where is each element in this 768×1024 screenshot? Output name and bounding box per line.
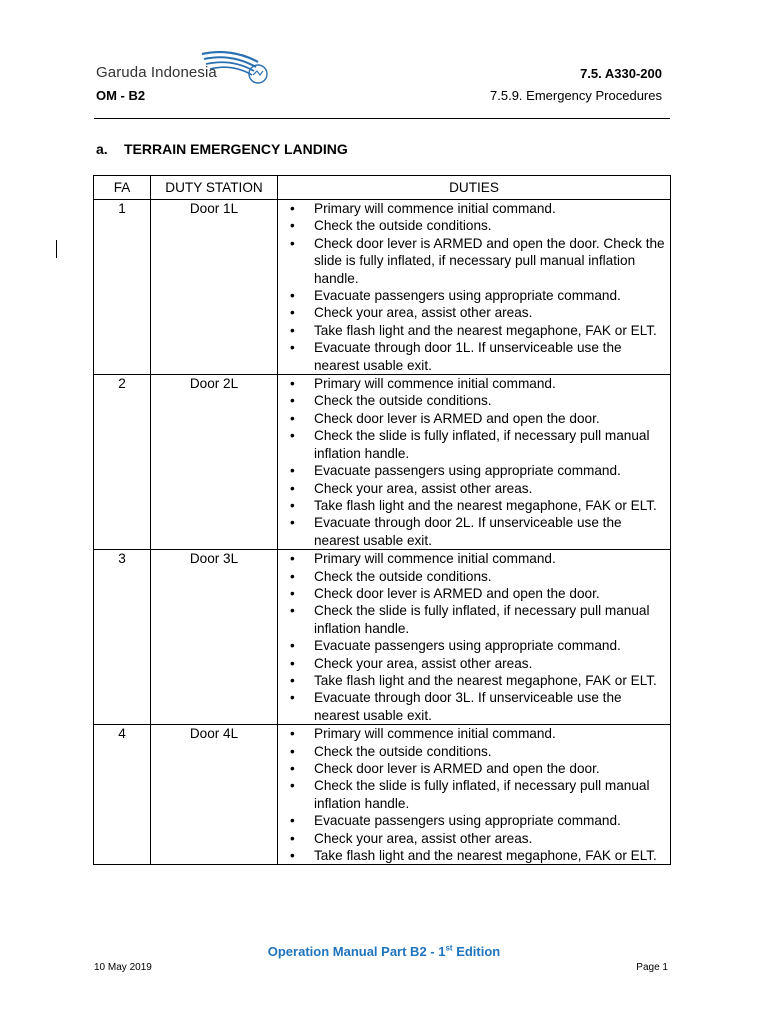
duty-item: • Evacuate passengers using appropriate command. (278, 462, 670, 479)
footer-date: 10 May 2019 (94, 962, 152, 973)
duty-item: • Evacuate passengers using appropriate command. (278, 637, 670, 654)
duty-item: • Check the outside conditions. (278, 217, 670, 234)
subchapter-title: 7.5.9. Emergency Procedures (490, 88, 662, 103)
table-row (94, 200, 671, 375)
duties-list (278, 200, 670, 374)
footer-edition-word: Edition (452, 944, 501, 959)
brand-name: Garuda Indonesia (96, 64, 217, 81)
header-rule (94, 118, 670, 119)
table-header-row (94, 176, 671, 200)
duty-item: • Take flash light and the nearest megaphone, FAK or ELT. (278, 672, 670, 689)
duty-item: • Check your area, assist other areas. (278, 655, 670, 672)
header-fa: FA (94, 176, 151, 200)
header-duty-station: DUTY STATION (151, 176, 278, 200)
duty-item: • Check the slide is fully inflated, if necessary pull manual inflation handle. (278, 777, 670, 812)
duty-item: • Take flash light and the nearest megaphone, FAK or ELT. (278, 497, 670, 514)
duty-item: • Evacuate passengers using appropriate command. (278, 287, 670, 304)
duty-station-cell: Door 2L (151, 375, 278, 550)
duty-item: • Check the outside conditions. (278, 743, 670, 760)
doc-code: OM - B2 (96, 88, 146, 103)
duty-item: • Check your area, assist other areas. (278, 830, 670, 847)
duty-item: • Evacuate passengers using appropriate command. (278, 812, 670, 829)
fa-number-cell: 1 (94, 200, 151, 375)
brand-logo (96, 48, 272, 88)
duty-item: • Check the slide is fully inflated, if necessary pull manual inflation handle. (278, 602, 670, 637)
duties-cell (278, 375, 671, 550)
duties-list (278, 725, 670, 864)
duty-item: • Check your area, assist other areas. (278, 304, 670, 321)
fa-number-cell: 2 (94, 375, 151, 550)
section-label: a. (96, 141, 108, 157)
duty-item: • Take flash light and the nearest megaphone, FAK or ELT. (278, 322, 670, 339)
duty-item: • Primary will commence initial command. (278, 375, 670, 392)
duties-table (93, 175, 671, 865)
duty-item: • Check door lever is ARMED and open the door. (278, 410, 670, 427)
duty-item: • Check door lever is ARMED and open the door. (278, 585, 670, 602)
footer-edition-sup: st (445, 943, 453, 953)
fa-number-cell: 3 (94, 550, 151, 725)
duty-station-cell: Door 3L (151, 550, 278, 725)
duty-item: • Primary will commence initial command. (278, 550, 670, 567)
table-row (94, 375, 671, 550)
table-row (94, 550, 671, 725)
change-bar (56, 240, 57, 258)
section-title: TERRAIN EMERGENCY LANDING (124, 141, 348, 157)
garuda-bird-logo-icon (200, 48, 270, 88)
duty-item: • Check door lever is ARMED and open the door. (278, 760, 670, 777)
duty-item: • Evacuate through door 3L. If unserviceable use the nearest usable exit. (278, 689, 670, 724)
duty-station-cell: Door 4L (151, 725, 278, 865)
duties-cell (278, 725, 671, 865)
footer-manual-title (0, 944, 768, 959)
header-duties: DUTIES (278, 176, 671, 200)
duties-list (278, 550, 670, 724)
chapter-title: 7.5. A330-200 (580, 66, 662, 81)
duty-item: • Primary will commence initial command. (278, 725, 670, 742)
duty-item: • Check your area, assist other areas. (278, 480, 670, 497)
duties-cell (278, 200, 671, 375)
table-row (94, 725, 671, 865)
duties-cell (278, 550, 671, 725)
duty-item: • Check the slide is fully inflated, if necessary pull manual inflation handle. (278, 427, 670, 462)
section-heading (96, 141, 348, 157)
duty-item: • Evacuate through door 2L. If unserviceable use the nearest usable exit. (278, 514, 670, 549)
fa-number-cell: 4 (94, 725, 151, 865)
duty-item: • Check door lever is ARMED and open the door. Check the slide is fully inflated, if necessary pull manual inflation handle. (278, 235, 670, 287)
duty-item: • Check the outside conditions. (278, 568, 670, 585)
footer-manual-name: Operation Manual Part B2 - 1 (267, 944, 446, 959)
footer-page-number: Page 1 (636, 962, 668, 973)
duty-item: • Check the outside conditions. (278, 392, 670, 409)
duties-list (278, 375, 670, 549)
duty-item: • Take flash light and the nearest megaphone, FAK or ELT. (278, 847, 670, 864)
duty-station-cell: Door 1L (151, 200, 278, 375)
duty-item: • Primary will commence initial command. (278, 200, 670, 217)
duty-item: • Evacuate through door 1L. If unserviceable use the nearest usable exit. (278, 339, 670, 374)
